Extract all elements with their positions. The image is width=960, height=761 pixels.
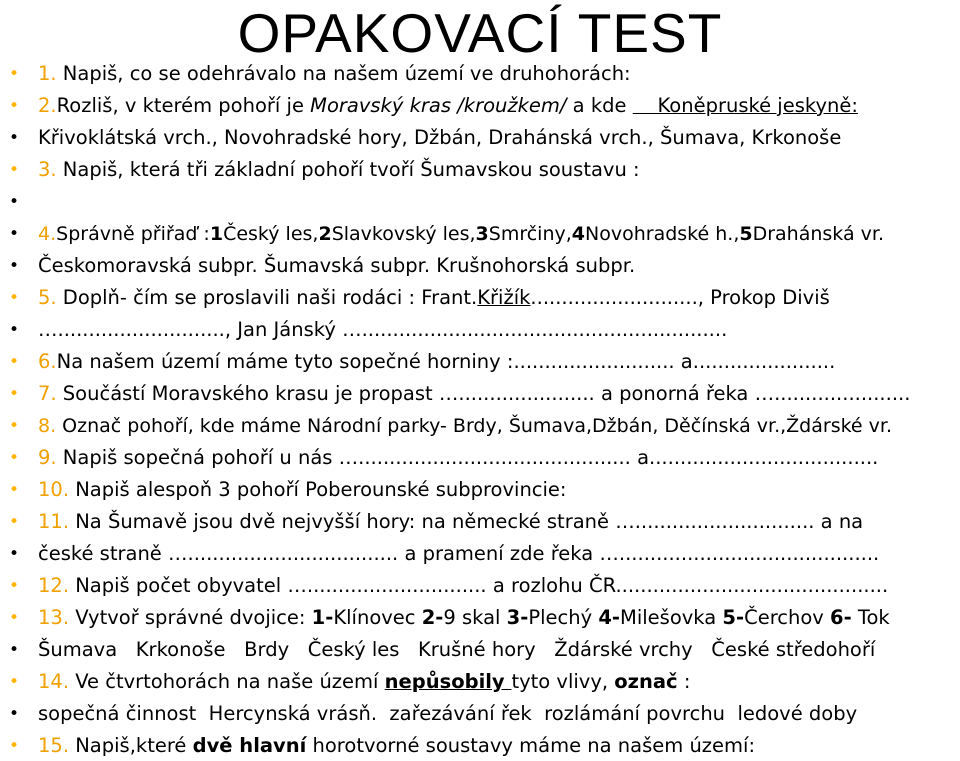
question-text: Součástí Moravského krasu je propast …...................... a ponorná řeka …...................... <box>56 382 911 405</box>
question-text: Napiš sopečná pohoří u nás …............................................ a..................................... <box>56 446 879 469</box>
bullet-icon: • <box>8 576 20 596</box>
bullet-icon: • <box>8 736 20 756</box>
list-item: • 15. Napiš,které dvě hlavní horotvorné soustavy máme na našem území: <box>0 731 960 761</box>
list-item <box>0 699 960 729</box>
question-number: 9. <box>38 446 57 469</box>
bullet-icon: • <box>8 544 20 564</box>
list-item <box>0 123 960 153</box>
list-item <box>0 315 960 345</box>
bullet-icon: • <box>8 160 20 180</box>
bullet-icon: • <box>8 64 20 84</box>
question-text: Napiš, která tři základní pohoří tvoří Šumavskou soustavu : <box>56 158 640 181</box>
bullet-icon: • <box>8 96 20 116</box>
question-number: 7. <box>38 382 57 405</box>
question-number: 5. <box>38 286 57 309</box>
list-item: • 14. Ve čtvrtohorách na naše území nepůsobily tyto vlivy, označ : <box>0 667 960 697</box>
question-number: 4. <box>38 223 57 245</box>
question-number: 15. <box>38 734 70 757</box>
list-item <box>0 539 960 569</box>
bullet-icon: • <box>8 352 20 372</box>
bullet-icon: • <box>8 640 20 660</box>
question-number: 6. <box>38 350 57 373</box>
question-number: 11. <box>38 510 70 533</box>
question-text: Na Šumavě jsou dvě nejvyšší hory: na německé straně …............................. a na <box>69 510 864 533</box>
bullet-icon: • <box>8 224 20 244</box>
bullet-icon: • <box>8 448 20 468</box>
question-number: 2. <box>38 94 57 117</box>
bullet-icon: • <box>8 288 20 308</box>
question-number: 1. <box>38 62 57 85</box>
question-number: 13. <box>38 606 70 629</box>
question-number: 10. <box>38 478 70 501</box>
bullet-icon: • <box>8 704 20 724</box>
question-text: Napiš, co se odehrávalo na našem území ve druhohorách: <box>56 62 631 85</box>
page-title: OPAKOVACÍ TEST <box>237 2 723 64</box>
question-text: Označ pohoří, kde máme Národní parky- Brdy, Šumava,Džbán, Děčínská vr.,Ždárské vr. <box>56 415 892 437</box>
list-item: • 5. Doplň- čím se proslavili naši rodáci : Frant.Křižík..........................., Prokop Diviš <box>0 283 960 313</box>
bullet-icon: • <box>8 384 20 404</box>
question-number: 3. <box>38 158 57 181</box>
bullet-icon: • <box>8 672 20 692</box>
list-item <box>0 443 960 473</box>
list-item <box>0 475 960 505</box>
question-number: 12. <box>38 574 70 597</box>
list-item <box>0 411 960 441</box>
list-item: • 13. Vytvoř správné dvojice: 1-Klínovec 2-9 skal 3-Plechý 4-Milešovka 5-Čerchov 6- Tok <box>0 603 960 633</box>
list-item <box>0 379 960 409</box>
question-text: …..........................., Jan Jánský …........................................................... <box>38 318 728 341</box>
bullet-icon: • <box>8 320 20 340</box>
bullet-icon: • <box>8 192 20 212</box>
question-text: Napiš alespoň 3 pohoří Poberounské subprovincie: <box>69 478 567 501</box>
list-item <box>0 155 960 185</box>
question-text: Českomoravská subpr. Šumavská subpr. Krušnohorská subpr. <box>38 254 636 277</box>
question-number: 14. <box>38 670 70 693</box>
list-item <box>0 571 960 601</box>
list-item <box>0 59 960 89</box>
bullet-icon: • <box>8 480 20 500</box>
question-number: 8. <box>38 415 57 437</box>
question-text: sopečná činnost Hercynská vrásň. zařezávání řek rozlámání povrchu ledové doby <box>38 702 858 725</box>
question-text: české straně ….................................. a pramení zde řeka ….......................................... <box>38 542 880 565</box>
bullet-icon: • <box>8 608 20 628</box>
list-item <box>0 251 960 281</box>
bullet-icon: • <box>8 416 20 436</box>
question-text: Křivoklátská vrch., Novohradské hory, Džbán, Drahánská vrch., Šumava, Krkonoše <box>38 126 842 149</box>
list-item <box>0 187 960 217</box>
list-item: • 2.Rozliš, v kterém pohoří je Moravský kras /kroužkem/ a kde Koněpruské jeskyně: <box>0 91 960 121</box>
bullet-icon: • <box>8 128 20 148</box>
list-item <box>0 635 960 665</box>
bullet-icon: • <box>8 256 20 276</box>
list-item <box>0 347 960 377</box>
question-text: Napiš počet obyvatel …............................. a rozlohu ČR............................................ <box>69 574 889 597</box>
question-text: Na našem území máme tyto sopečné horniny :.......................... a....................... <box>56 350 836 373</box>
question-text: Šumava Krkonoše Brdy Český les Krušné hory Ždárské vrchy České středohoří <box>38 638 876 661</box>
list-item <box>0 507 960 537</box>
bullet-icon: • <box>8 512 20 532</box>
list-item: • 4.Správně přiřaď :1Český les,2Slavkovský les,3Smrčiny,4Novohradské h.,5Drahánská vr. <box>0 219 960 249</box>
